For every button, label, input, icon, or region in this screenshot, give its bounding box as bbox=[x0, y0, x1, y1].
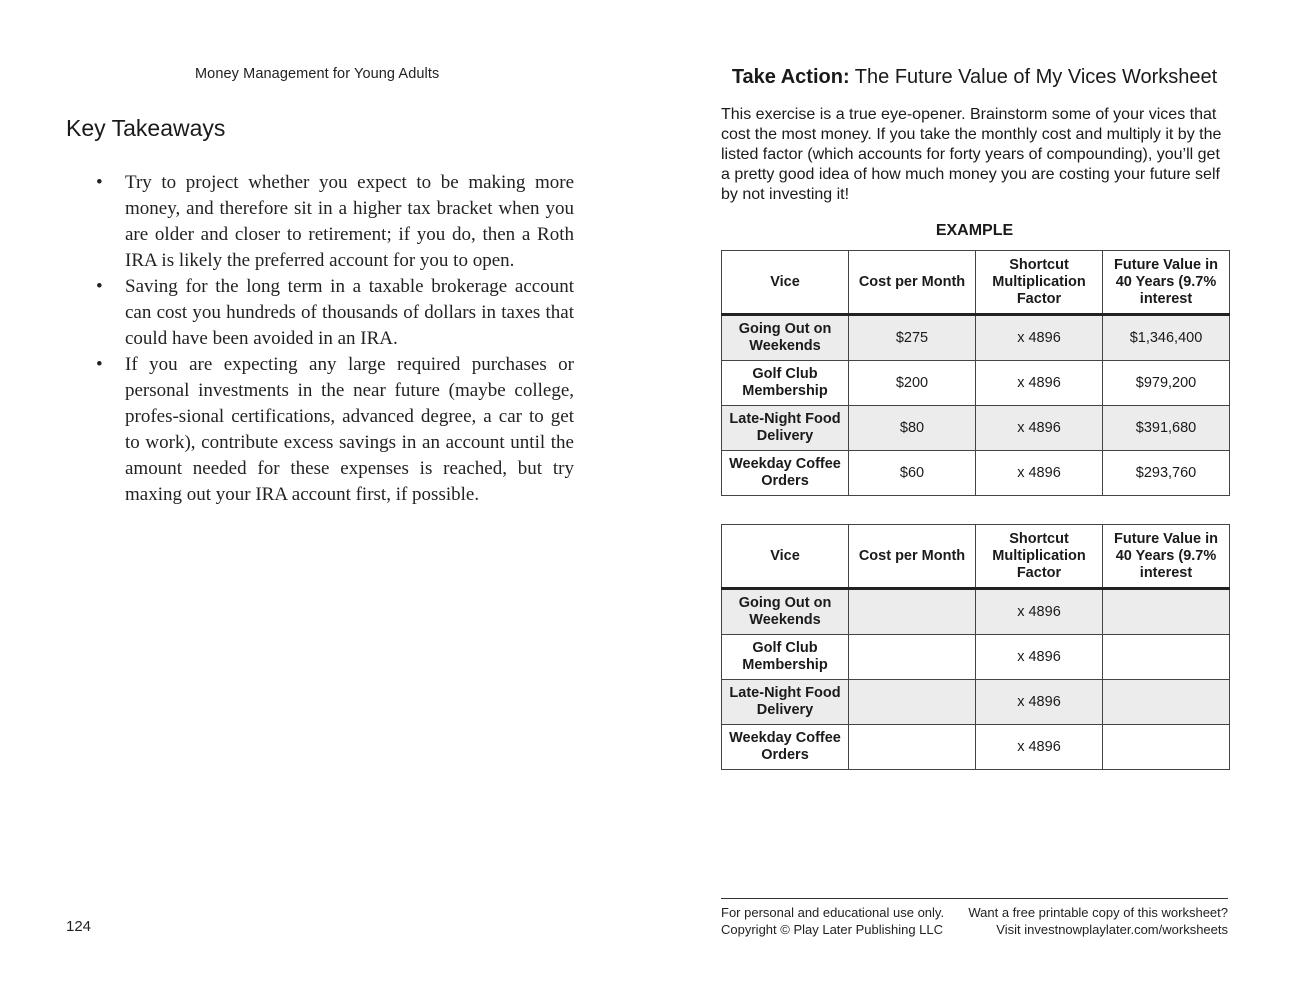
footer-divider bbox=[721, 898, 1228, 899]
future-value-input-cell[interactable] bbox=[1103, 589, 1230, 635]
table-row bbox=[722, 361, 1230, 406]
running-head: Money Management for Young Adults bbox=[195, 66, 440, 82]
vice-cell: Weekday Coffee Orders bbox=[722, 451, 849, 496]
future-value-input-cell[interactable] bbox=[1103, 680, 1230, 725]
factor-cell: x 4896 bbox=[976, 635, 1103, 680]
future-value-cell: $979,200 bbox=[1103, 361, 1230, 406]
table-row bbox=[722, 315, 1230, 361]
vice-cell: Weekday Coffee Orders bbox=[722, 725, 849, 770]
table-row bbox=[722, 406, 1230, 451]
factor-cell: x 4896 bbox=[976, 680, 1103, 725]
factor-cell: x 4896 bbox=[976, 361, 1103, 406]
example-label: EXAMPLE bbox=[935, 222, 1014, 239]
cost-input-cell[interactable] bbox=[849, 680, 976, 725]
blank-worksheet-table bbox=[721, 524, 1230, 770]
cost-cell: $275 bbox=[849, 315, 976, 361]
header-vice: Vice bbox=[722, 525, 849, 589]
footer-copyright: For personal and educational use only. Copyright © Play Later Publishing LLC bbox=[721, 905, 945, 937]
factor-cell: x 4896 bbox=[976, 451, 1103, 496]
vice-cell: Golf Club Membership bbox=[722, 635, 849, 680]
vice-cell: Golf Club Membership bbox=[722, 361, 849, 406]
list-item: • Saving for the long term in a taxable brokerage account can cost you hundreds of thousands of dollars in taxes that could have been avoided in an IRA. bbox=[96, 276, 574, 349]
bullet-icon: • bbox=[96, 354, 103, 375]
factor-cell: x 4896 bbox=[976, 725, 1103, 770]
factor-cell: x 4896 bbox=[976, 589, 1103, 635]
cost-input-cell[interactable] bbox=[849, 589, 976, 635]
worksheet-title: Take Action: The Future Value of My Vices Worksheet bbox=[731, 66, 1218, 88]
takeaways-list bbox=[96, 170, 574, 508]
table-row bbox=[722, 451, 1230, 496]
header-vice: Vice bbox=[722, 251, 849, 315]
worksheet-intro: This exercise is a true eye-opener. Brainstorm some of your vices that cost the most money. If you take the monthly cost and multiply it by the listed factor (which accounts for forty years of compounding), you’ll get a pretty good idea of how much money you are costing your future self by not investing it! bbox=[721, 106, 1222, 203]
future-value-input-cell[interactable] bbox=[1103, 635, 1230, 680]
header-factor: Shortcut Multiplication Factor bbox=[976, 525, 1103, 589]
future-value-cell: $1,346,400 bbox=[1103, 315, 1230, 361]
header-factor: Shortcut Multiplication Factor bbox=[976, 251, 1103, 315]
vice-cell: Late-Night Food Delivery bbox=[722, 406, 849, 451]
cost-cell: $200 bbox=[849, 361, 976, 406]
future-value-cell: $293,760 bbox=[1103, 451, 1230, 496]
table-row bbox=[722, 589, 1230, 635]
list-item: • Try to project whether you expect to be making more money, and therefore sit in a higher tax bracket when you are older and closer to retirement; if you do, then a Roth IRA is likely the preferred account for you to open. bbox=[96, 172, 574, 271]
bullet-icon: • bbox=[96, 172, 103, 193]
future-value-input-cell[interactable] bbox=[1103, 725, 1230, 770]
example-table bbox=[721, 250, 1230, 496]
cost-cell: $60 bbox=[849, 451, 976, 496]
header-cost: Cost per Month bbox=[849, 525, 976, 589]
list-item: • If you are expecting any large required purchases or personal investments in the near future (maybe college, profes-sional certifications, advanced degree, a car to get to work), contribute excess savings in an account until the amount needed for these expenses is reached, but try maxing out your IRA account first, if possible. bbox=[96, 354, 574, 505]
vice-cell: Late-Night Food Delivery bbox=[722, 680, 849, 725]
future-value-cell: $391,680 bbox=[1103, 406, 1230, 451]
footer-worksheet-link: Want a free printable copy of this worksheet? Visit investnowplaylater.com/worksheets bbox=[968, 905, 1228, 937]
header-cost: Cost per Month bbox=[849, 251, 976, 315]
key-takeaways-heading: Key Takeaways bbox=[66, 115, 226, 141]
table-row bbox=[722, 680, 1230, 725]
header-future-value: Future Value in 40 Years (9.7% interest bbox=[1103, 251, 1230, 315]
factor-cell: x 4896 bbox=[976, 315, 1103, 361]
cost-input-cell[interactable] bbox=[849, 635, 976, 680]
worksheet-url[interactable]: Visit investnowplaylater.com/worksheets bbox=[996, 922, 1228, 937]
header-row bbox=[722, 525, 1230, 589]
header-future-value: Future Value in 40 Years (9.7% interest bbox=[1103, 525, 1230, 589]
cost-input-cell[interactable] bbox=[849, 725, 976, 770]
factor-cell: x 4896 bbox=[976, 406, 1103, 451]
vice-cell: Going Out on Weekends bbox=[722, 589, 849, 635]
table-row bbox=[722, 635, 1230, 680]
cost-cell: $80 bbox=[849, 406, 976, 451]
header-row bbox=[722, 251, 1230, 315]
table-row bbox=[722, 725, 1230, 770]
bullet-icon: • bbox=[96, 276, 103, 297]
page-number: 124 bbox=[66, 918, 92, 935]
vice-cell: Going Out on Weekends bbox=[722, 315, 849, 361]
